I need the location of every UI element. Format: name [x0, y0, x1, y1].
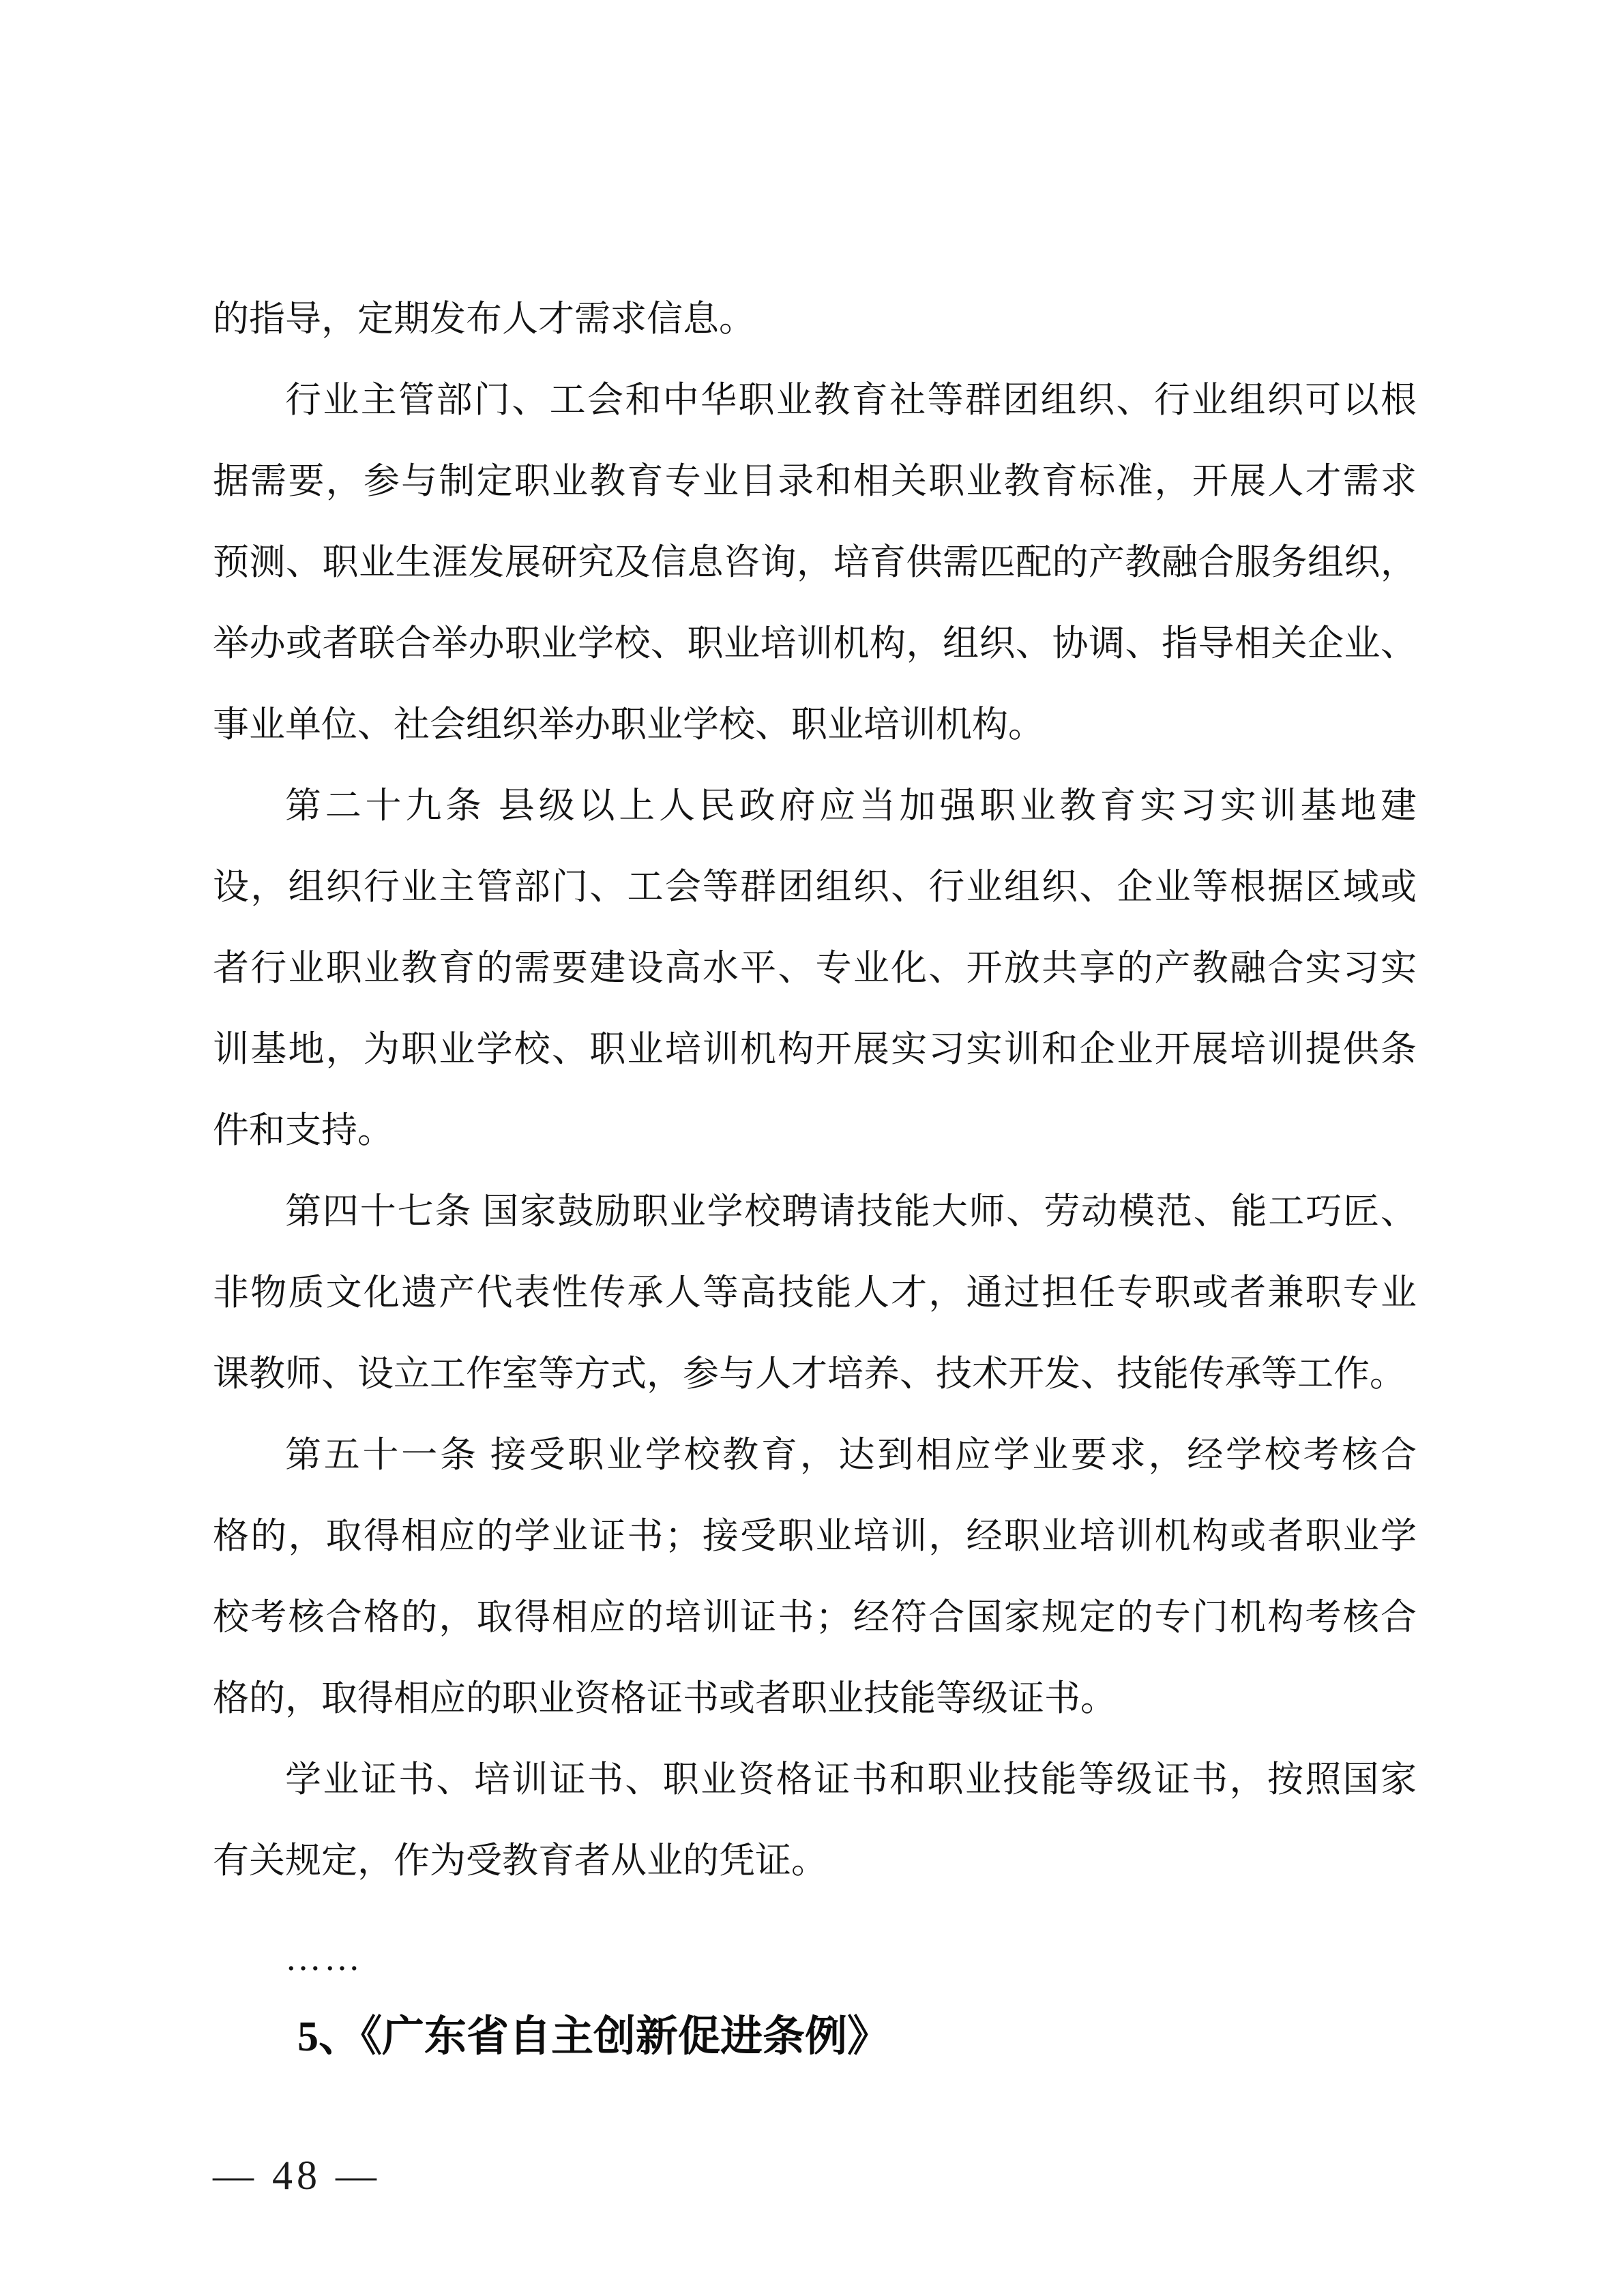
- ellipsis-line: ……: [285, 1939, 363, 1978]
- body-line-6: 事业单位、社会组织举办职业学校、职业培训机构。: [213, 705, 1044, 745]
- body-line-18: 格的，取得相应的职业资格证书或者职业技能等级证书。: [213, 1679, 1117, 1718]
- body-line-11: 件和支持。: [213, 1111, 394, 1150]
- body-line-14: 课教师、设立工作室等方式，参与人才培养、技术开发、技能传承等工作。: [213, 1354, 1406, 1394]
- body-line-16: 格的，取得相应的学业证书；接受职业培训，经职业培训机构或者职业学: [213, 1517, 1417, 1556]
- body-line-20: 有关规定，作为受教育者从业的凭证。: [213, 1841, 827, 1881]
- body-line-19: 学业证书、培训证书、职业资格证书和职业技能等级证书，按照国家: [285, 1760, 1417, 1800]
- body-line-17: 校考核合格的，取得相应的培训证书；经符合国家规定的专门机构考核合: [213, 1598, 1417, 1637]
- body-line-4: 预测、职业生涯发展研究及信息咨询，培育供需匹配的产教融合服务组织，: [213, 543, 1417, 582]
- body-line-8: 设，组织行业主管部门、工会等群团组织、行业组织、企业等根据区域或: [213, 867, 1417, 907]
- body-line-2: 行业主管部门、工会和中华职业教育社等群团组织、行业组织可以根: [285, 381, 1417, 420]
- body-line-1: 的指导，定期发布人才需求信息。: [213, 299, 755, 339]
- body-line-10: 训基地，为职业学校、职业培训机构开展实习实训和企业开展培训提供条: [213, 1030, 1417, 1069]
- body-line-9: 者行业职业教育的需要建设高水平、专业化、开放共享的产教融合实习实: [213, 949, 1417, 988]
- body-line-3: 据需要，参与制定职业教育专业目录和相关职业教育标准，开展人才需求: [213, 462, 1417, 501]
- section-heading-item-5: 5、《广东省自主创新促进条例》: [297, 2014, 890, 2060]
- body-line-7-article-29: 第二十九条 县级以上人民政府应当加强职业教育实习实训基地建: [285, 786, 1417, 826]
- body-line-13: 非物质文化遗产代表性传承人等高技能人才，通过担任专职或者兼职专业: [213, 1273, 1417, 1313]
- body-line-12-article-47: 第四十七条 国家鼓励职业学校聘请技能大师、劳动模范、能工巧匠、: [285, 1192, 1417, 1232]
- page-number: — 48 —: [213, 2153, 381, 2198]
- body-text-block: [213, 279, 1417, 2081]
- body-line-15-article-51: 第五十一条 接受职业学校教育，达到相应学业要求，经学校考核合: [285, 1435, 1417, 1475]
- body-line-5: 举办或者联合举办职业学校、职业培训机构，组织、协调、指导相关企业、: [213, 624, 1417, 664]
